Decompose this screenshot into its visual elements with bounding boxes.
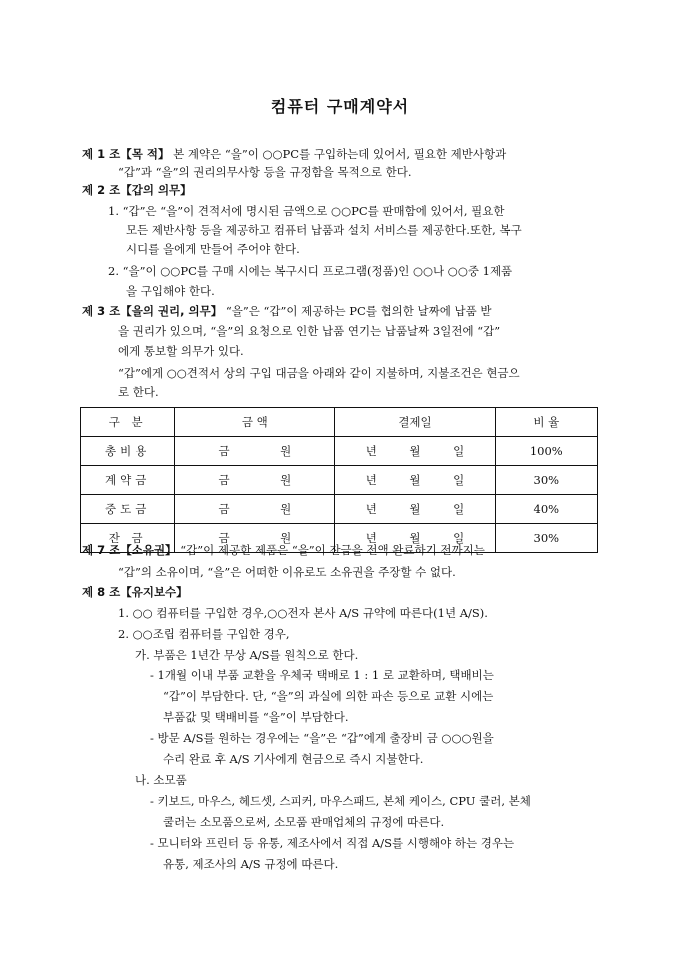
row-ratio: 40%: [495, 495, 597, 524]
row-ratio: 30%: [495, 466, 597, 495]
article-8-sub-ga: 가. 부품은 1년간 무상 A/S를 원칙으로 한다.: [135, 648, 359, 662]
date-year: 년: [365, 444, 377, 458]
article-8-na1-line-2: 쿨러는 소모품으로써, 소모품 판매업체의 규정에 따른다.: [163, 815, 445, 829]
header-amount: 금 액: [175, 408, 335, 437]
row-label: 중도금: [81, 495, 175, 524]
article-8-item-2: 2. ○○조립 컴퓨터를 구입한 경우,: [118, 627, 290, 641]
article-7-text-1: “갑”이 제공한 제품은 “을”이 잔금을 전액 완료하기 전까지는: [180, 543, 485, 557]
header-ratio: 비 율: [495, 408, 597, 437]
date-day: 일: [453, 444, 465, 458]
article-2-item-1-line-2: 모든 제반사항 등을 제공하고 컴퓨터 납품과 설치 서비스를 제공한다.또한, 복구: [126, 223, 522, 237]
date-day: 일: [453, 531, 465, 545]
row-amount: [175, 495, 335, 524]
date-day: 일: [453, 502, 465, 516]
amount-prefix: 금: [218, 473, 230, 487]
date-month: 월: [409, 502, 421, 516]
table-row: [81, 466, 598, 495]
table-row: [81, 437, 598, 466]
row-label: 잔 금: [81, 524, 175, 553]
article-3-label: 제 3 조【을의 권리, 의무】: [82, 304, 223, 318]
article-3-text-1: “을”은 “갑”이 제공하는 PC를 협의한 날짜에 납품 받: [225, 304, 492, 318]
table-header-row: [81, 408, 598, 437]
date-month: 월: [409, 473, 421, 487]
article-8-sub-na: 나. 소모품: [135, 773, 187, 787]
article-1-line-1: [82, 147, 506, 162]
article-2-label: 제 2 조【갑의 의무】: [82, 183, 192, 197]
date-month: 월: [409, 531, 421, 545]
date-month: 월: [409, 444, 421, 458]
amount-prefix: 금: [218, 502, 230, 516]
row-label: 계약금: [81, 466, 175, 495]
article-8-na1-line-1: - 키보드, 마우스, 헤드셋, 스피커, 마우스패드, 본체 케이스, CPU 쿨러, 본체: [150, 794, 531, 808]
article-8-ga2-line-1: - 방문 A/S를 원하는 경우에는 “을”은 “갑”에게 출장비 금 ○○○원을: [150, 731, 494, 745]
row-ratio: 100%: [495, 437, 597, 466]
article-8-item-1: 1. ○○ 컴퓨터를 구입한 경우,○○전자 본사 A/S 규약에 따른다(1년 A/S).: [118, 606, 488, 620]
article-7-line-1: [82, 543, 485, 558]
article-3-line-3: 에게 통보할 의무가 있다.: [118, 344, 244, 358]
amount-prefix: 금: [218, 531, 230, 545]
date-year: 년: [365, 531, 377, 545]
article-8-ga2-line-2: 수리 완료 후 A/S 기사에게 현금으로 즉시 지불한다.: [163, 752, 424, 766]
article-8-ga1-line-3: 부품값 및 택배비를 “을”이 부담한다.: [163, 710, 349, 724]
article-2-item-1-line-1: 1. “갑”은 “을”이 견적서에 명시된 금액으로 ○○PC를 판매함에 있어서, 필요한: [108, 204, 505, 218]
amount-suffix: 원: [280, 444, 292, 458]
article-8-label: 제 8 조【유지보수】: [82, 585, 188, 599]
row-amount: [175, 437, 335, 466]
article-8-ga1-line-2: “갑”이 부담한다. 단, “을”의 과실에 의한 파손 등으로 교환 시에는: [163, 689, 494, 703]
article-7-line-2: “갑”의 소유이며, “을”은 어떠한 이유로도 소유권을 주장할 수 없다.: [118, 565, 456, 579]
payment-table: [80, 407, 598, 553]
article-3-line-5: 로 한다.: [118, 385, 159, 399]
header-payment-date: 결제일: [335, 408, 495, 437]
document-title: 컴퓨터 구매계약서: [270, 97, 410, 116]
header-category: 구 분: [81, 408, 175, 437]
amount-suffix: 원: [280, 502, 292, 516]
article-1-text-1: 본 계약은 “을”이 ○○PC를 구입하는데 있어서, 필요한 제반사항과: [173, 147, 507, 161]
table-row: [81, 495, 598, 524]
article-3-line-4: “갑”에게 ○○견적서 상의 구입 대금을 아래와 같이 지불하며, 지불조건은 현금으: [118, 366, 520, 380]
article-7-label: 제 7 조【소유권】: [82, 543, 177, 557]
article-8-na2-line-1: - 모니터와 프린터 등 유통, 제조사에서 직접 A/S를 시행해야 하는 경우는: [150, 836, 515, 850]
date-day: 일: [453, 473, 465, 487]
article-3-line-1: [82, 304, 492, 319]
amount-suffix: 원: [280, 531, 292, 545]
article-2-item-2-line-2: 을 구입해야 한다.: [126, 284, 215, 298]
article-8-ga1-line-1: - 1개월 이내 부품 교환을 우체국 택배로 1 : 1 로 교환하며, 택배비는: [150, 668, 494, 682]
amount-suffix: 원: [280, 473, 292, 487]
date-year: 년: [365, 502, 377, 516]
row-date: [335, 466, 495, 495]
article-3-line-2: 을 권리가 있으며, “을”의 요청으로 인한 납품 연기는 납품날짜 3일전에 “갑”: [118, 324, 501, 338]
row-amount: [175, 466, 335, 495]
article-1-label: 제 1 조【목 적】: [82, 147, 170, 161]
article-2-item-2-line-1: 2. “을”이 ○○PC를 구매 시에는 복구시디 프로그램(정품)인 ○○나 ○○중 1제품: [108, 264, 513, 278]
row-date: [335, 495, 495, 524]
article-2-item-1-line-3: 시디를 을에게 만들어 주어야 한다.: [126, 242, 300, 256]
row-date: [335, 437, 495, 466]
row-label: 총비용: [81, 437, 175, 466]
article-1-line-2: “갑”과 “을”의 권리의무사항 등을 규정함을 목적으로 한다.: [118, 165, 412, 179]
amount-prefix: 금: [218, 444, 230, 458]
article-8-na2-line-2: 유통, 제조사의 A/S 규정에 따른다.: [163, 857, 339, 871]
row-ratio: 30%: [495, 524, 597, 553]
date-year: 년: [365, 473, 377, 487]
